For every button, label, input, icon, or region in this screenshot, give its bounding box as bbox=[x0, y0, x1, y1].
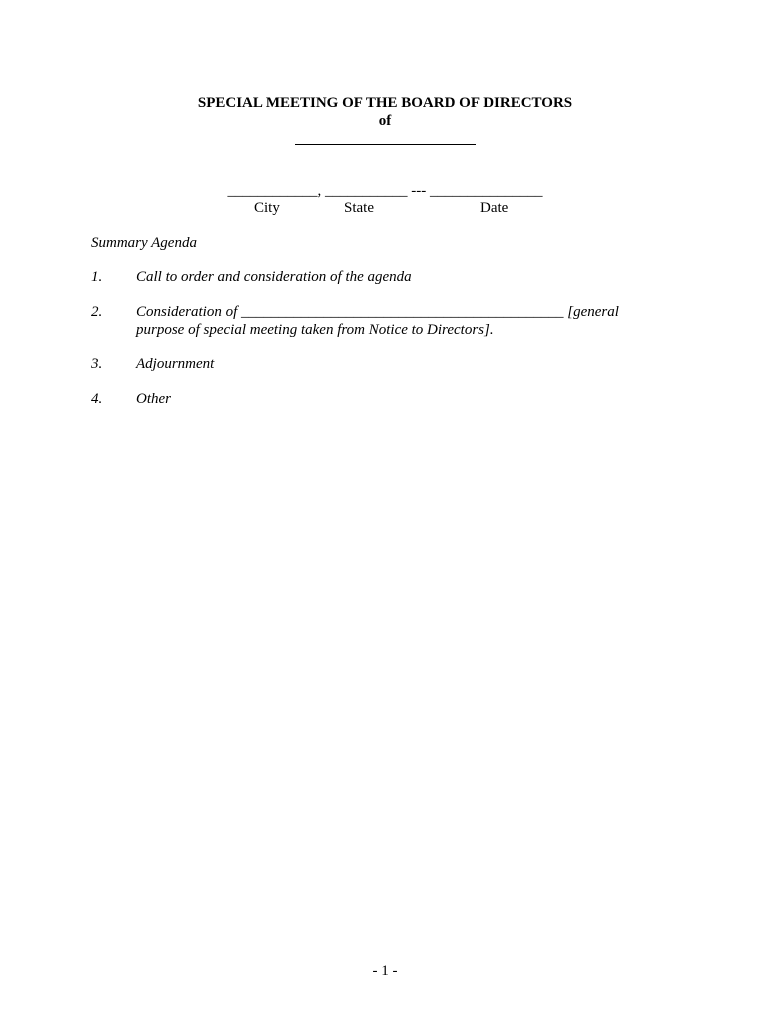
city-label: City bbox=[254, 200, 280, 216]
agenda-item-number: 1. bbox=[91, 269, 103, 285]
agenda-item-number: 4. bbox=[91, 391, 103, 407]
agenda-item-number: 2. bbox=[91, 304, 103, 320]
agenda-heading: Summary Agenda bbox=[91, 235, 197, 251]
agenda-item-text: Adjournment bbox=[136, 356, 215, 372]
company-name-blank-line bbox=[295, 144, 476, 145]
date-label: Date bbox=[480, 200, 509, 216]
agenda-item-text-line2: purpose of special meeting taken from Notice to Directors]. bbox=[136, 322, 494, 338]
agenda-item-text: Call to order and consideration of the agenda bbox=[136, 269, 412, 285]
agenda-item-text-line1: Consideration of ___________________________________________ [general bbox=[136, 304, 619, 320]
of-label: of bbox=[378, 113, 392, 129]
city-state-date-blanks: ____________, ___________ --- _______________ bbox=[227, 183, 543, 199]
agenda-item-number: 3. bbox=[91, 356, 103, 372]
state-label: State bbox=[344, 200, 374, 216]
document-title: SPECIAL MEETING OF THE BOARD OF DIRECTORS bbox=[197, 95, 573, 111]
agenda-item-text: Other bbox=[136, 391, 171, 407]
page-number: - 1 - bbox=[372, 963, 398, 979]
